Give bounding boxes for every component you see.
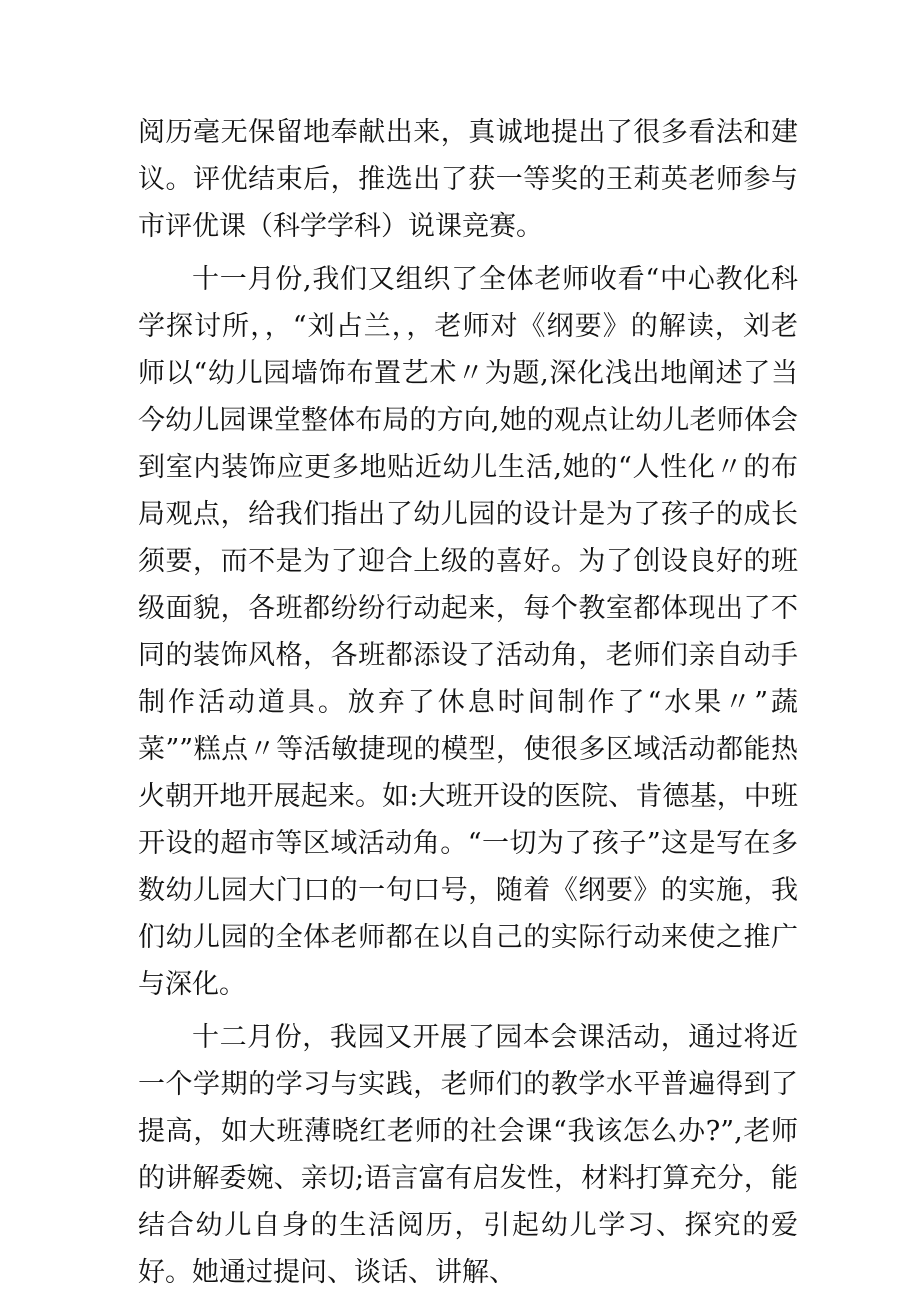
paragraph-1: 阅历毫无保留地奉献出来，真诚地提出了很多看法和建议。评优结束后，推选出了获一等奖的王莉英老师参与市评优课（科学学科）说课竞赛。 xyxy=(138,117,798,242)
paragraph-2: 十一月份,我们又组织了全体老师收看“中心教化科学探讨所，，“刘占兰，，老师对《纲要》的解读，刘老师以“幼儿园墙饰布置艺术〃为题,深化浅出地阐述了当今幼儿园课堂整体布局的方向,她的观点让幼儿老师体会到室内装饰应更多地贴近幼儿生活,她的“人性化〃的布局观点，给我们指出了幼儿园的设计是为了孩子的成长须要，而不是为了迎合上级的喜好。为了创设良好的班级面貌，各班都纷纷行动起来，每个教室都体现出了不同的装饰风格，各班都添设了活动角，老师们亲自动手制作活动道具。放弃了休息时间制作了“水果〃”蔬菜””糕点〃等活敏捷现的模型，使很多区域活动都能热火朝开地开展起来。如:大班开设的医院、肯德基，中班开设的超市等区域活动角。“一切为了孩子”这是写在多数幼儿园大门口的一句口号，随着《纲要》的实施，我们幼儿园的全体老师都在以自己的实际行动来使之推广与深化。 xyxy=(138,264,798,1000)
body-text xyxy=(138,109,798,1302)
paragraph-3: 十二月份，我园又开展了园本会课活动，通过将近一个学期的学习与实践，老师们的教学水平普遍得到了提高，如大班薄晓红老师的社会课“我该怎么办?”,老师的讲解委婉、亲切;语言富有启发性，材料打算充分，能结合幼儿自身的生活阅历，引起幼儿学习、探究的爱好。她通过提问、谈话、讲解、 xyxy=(138,1022,798,1288)
